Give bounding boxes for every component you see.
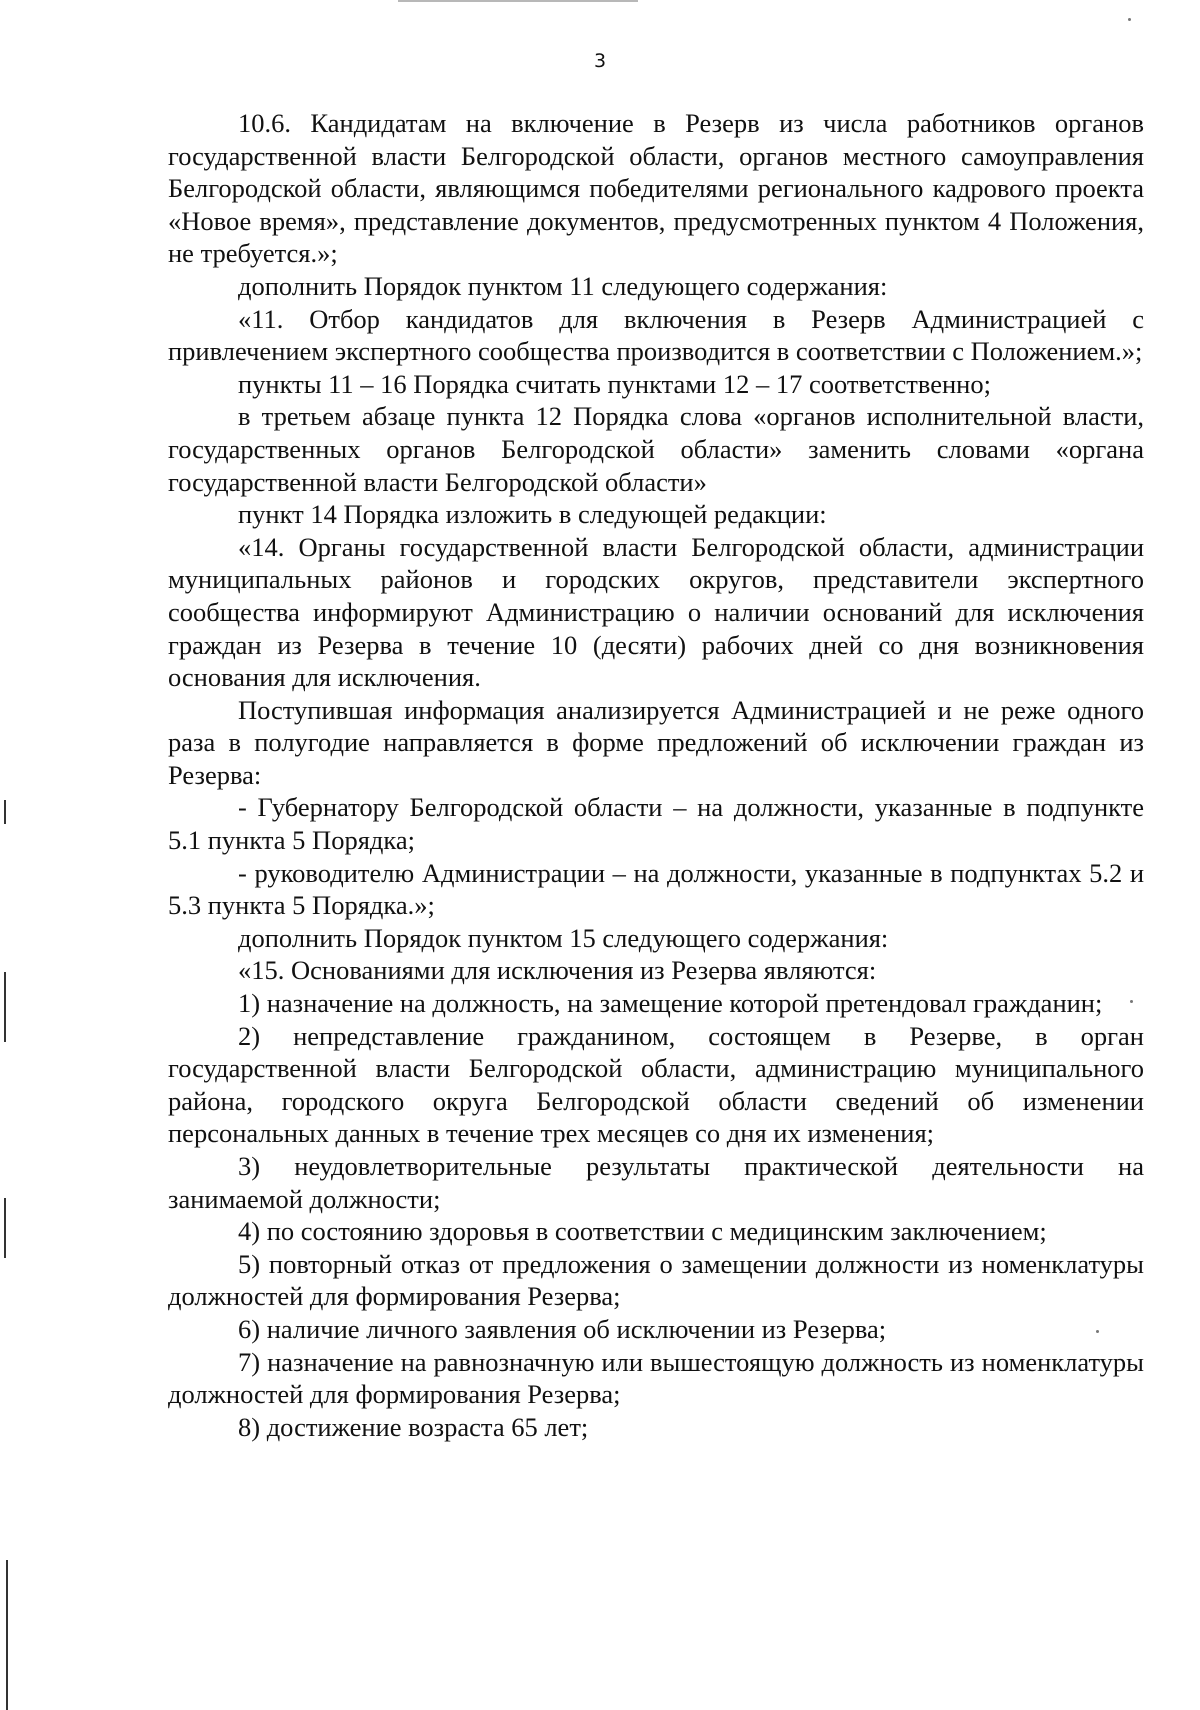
- page-number: 3: [593, 50, 607, 72]
- paragraph-10-6: 10.6. Кандидатам на включение в Резерв из числа работников органов государственной власти Белгородской области, органов местного самоуправления Белгородской области, являющимся победителями регионального кадрового проекта «Новое время», представление документов, предусмотренных пунктом 4 Положения, не требуется.»;: [168, 108, 1144, 269]
- amendment-renumber: пункты 11 – 16 Порядка считать пунктами 12 – 17 соответственно;: [238, 368, 991, 399]
- scan-artifact-speck: [1128, 18, 1131, 21]
- paragraph-15: «15. Основаниями для исключения из Резерва являются:: [238, 955, 877, 986]
- list-item-administration-head: - руководителю Администрации – на должности, указанные в подпунктах 5.2 и 5.3 пункта 5 Порядка.»;: [168, 857, 1144, 921]
- scan-artifact-line: [398, 0, 638, 2]
- list-item-7: 7) назначение на равнозначную или вышестоящую должность из номенклатуры должностей для формирования Резерва;: [168, 1346, 1144, 1410]
- amendment-item-12: в третьем абзаце пункта 12 Порядка слова «органов исполнительной власти, государственных органов Белгородской области» заменить словами «органа государственной власти Белгородской области»: [168, 401, 1144, 497]
- document-body: [168, 107, 1144, 1443]
- scan-artifact-mark: [4, 800, 6, 824]
- amendment-add-item-11: дополнить Порядок пунктом 11 следующего содержания:: [238, 270, 888, 301]
- list-item-6: 6) наличие личного заявления об исключении из Резерва;: [238, 1313, 887, 1344]
- paragraph-14: «14. Органы государственной власти Белгородской области, администрации муниципальных районов и городских округов, представители экспертного сообщества информируют Администрацию о наличии оснований для исключения граждан из Резерва в течение 10 (десяти) рабочих дней со дня возникновения основания для исключения.: [168, 531, 1144, 693]
- scan-artifact-mark: [6, 1560, 8, 1710]
- list-item-5: 5) повторный отказ от предложения о замещении должности из номенклатуры должностей для формирования Резерва;: [168, 1248, 1144, 1312]
- list-item-4: 4) по состоянию здоровья в соответствии с медицинским заключением;: [238, 1216, 1047, 1247]
- paragraph-11: «11. Отбор кандидатов для включения в Резерв Администрацией с привлечением экспертного сообщества производится в соответствии с Положением.»;: [168, 303, 1144, 367]
- paragraph-14-information: Поступившая информация анализируется Администрацией и не реже одного раза в полугодие направляется в форме предложений об исключении граждан из Резерва:: [168, 694, 1144, 790]
- scan-artifact-mark: [4, 972, 6, 1042]
- list-item-governor: - Губернатору Белгородской области – на должности, указанные в подпункте 5.1 пункта 5 Порядка;: [168, 792, 1144, 856]
- list-item-1: 1) назначение на должность, на замещение которой претендовал гражданин;: [238, 988, 1103, 1019]
- list-item-3: 3) неудовлетворительные результаты практической деятельности на занимаемой должности;: [168, 1151, 1144, 1214]
- amendment-add-item-15: дополнить Порядок пунктом 15 следующего содержания:: [238, 922, 889, 953]
- amendment-item-14-heading: пункт 14 Порядка изложить в следующей редакции:: [238, 499, 827, 530]
- scan-artifact-mark: [4, 1198, 6, 1258]
- list-item-2: 2) непредставление гражданином, состоящем в Резерве, в орган государственной власти Белгородской области, администрацию муниципального района, городского округа Белгородской области сведений об изменении персональных данных в течение трех месяцев со дня их изменения;: [168, 1020, 1144, 1149]
- list-item-8: 8) достижение возраста 65 лет;: [238, 1411, 589, 1442]
